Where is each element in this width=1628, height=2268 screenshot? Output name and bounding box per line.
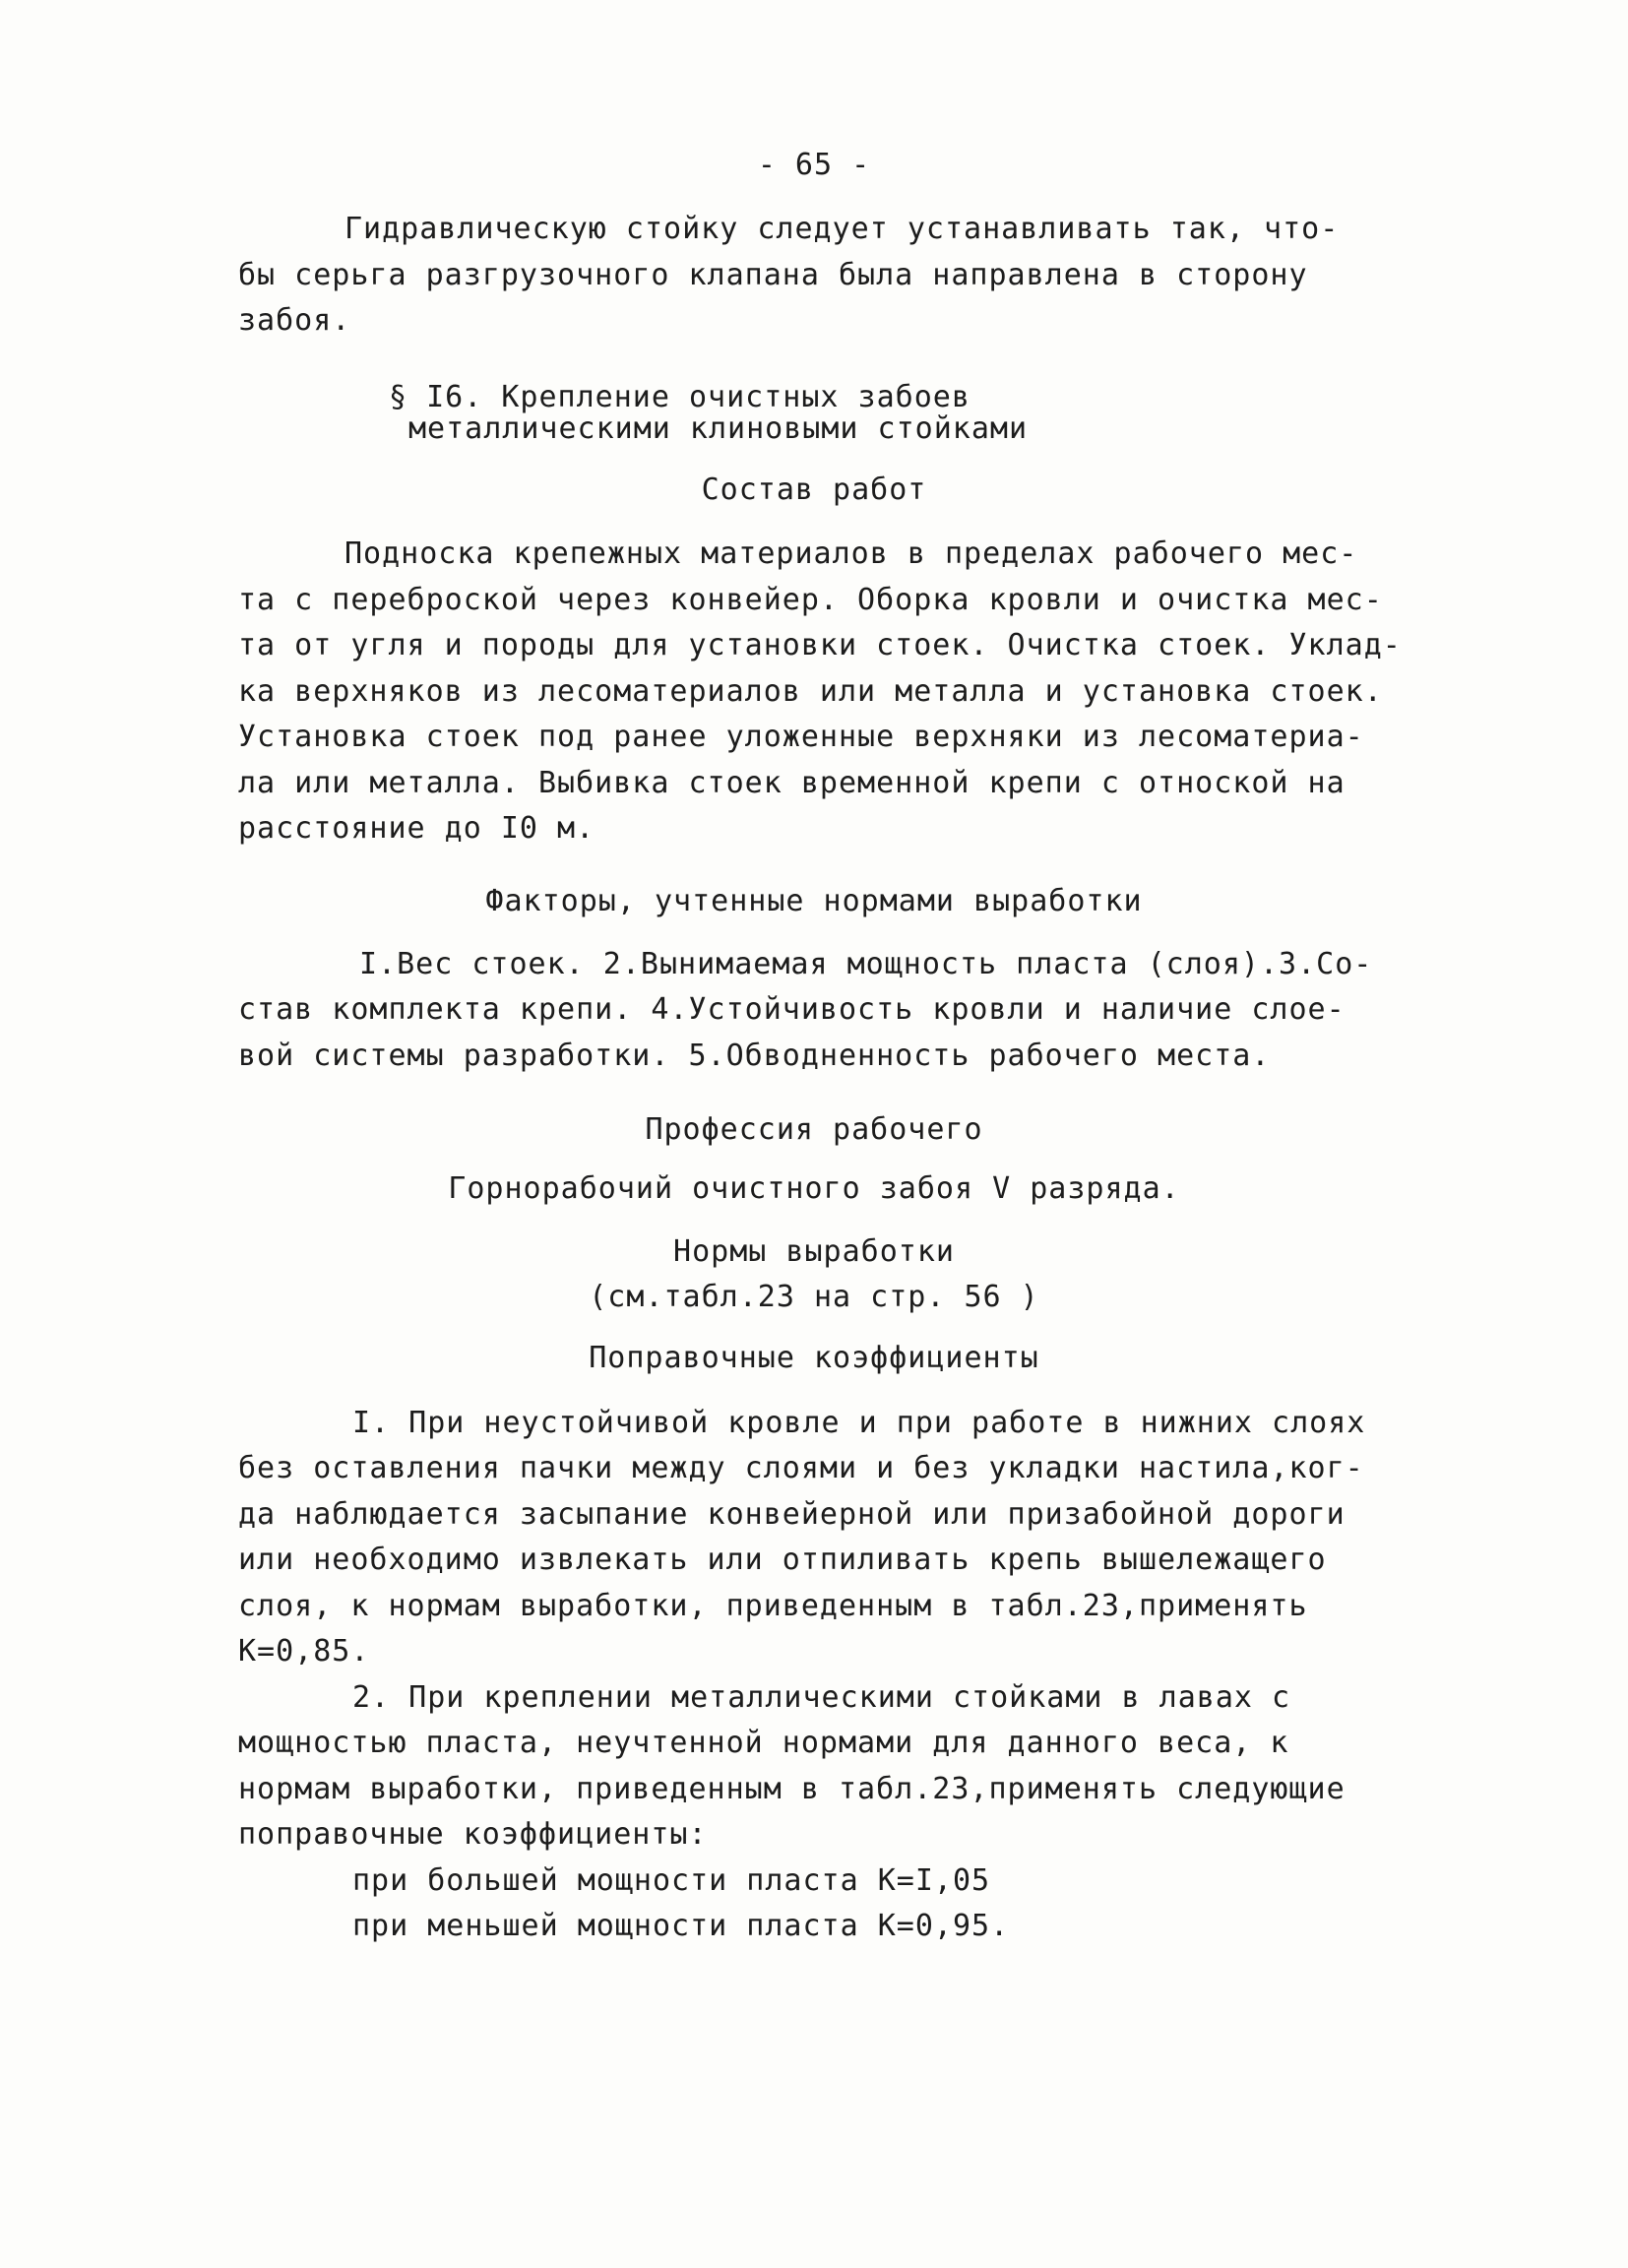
coef2-line-2: мощностью пласта, неучтенной нормами для данного веса, к [238, 1726, 1289, 1760]
section-heading-line-1: § I6. Крепление очистных забоев [389, 380, 971, 414]
section-heading-line-2: металлическими клиновыми стойками [408, 411, 1029, 446]
coef1-line-6: К=0,85. [238, 1634, 370, 1669]
page-number: - 65 - [757, 148, 871, 182]
work-line-4: ка верхняков из лесоматериалов или металла и установка стоек. [238, 674, 1383, 709]
coef2-item-smaller: при меньшей мощности пласта К=0,95. [352, 1909, 1010, 1943]
coef1-line-4: или необходимо извлекать или отпиливать крепь вышележащего [238, 1543, 1327, 1577]
coef1-line-5: слоя, к нормам выработки, приведенным в табл.23,применять [238, 1589, 1308, 1623]
work-heading: Состав работ [701, 472, 927, 507]
coef-heading: Поправочные коэффициенты [589, 1341, 1039, 1375]
norms-ref: (см.табл.23 на стр. 56 ) [589, 1280, 1039, 1314]
factors-line-1: I.Вес стоек. 2.Вынимаемая мощность пласта (слоя).3.Со- [359, 947, 1373, 981]
work-line-3: та от угля и породы для установки стоек. Очистка стоек. Уклад- [238, 628, 1402, 662]
work-line-6: ла или металла. Выбивка стоек временной крепи с отноской на [238, 766, 1346, 800]
norms-heading: Нормы выработки [673, 1234, 955, 1269]
coef1-line-2: без оставления пачки между слоями и без укладки настила,ког- [238, 1451, 1364, 1485]
intro-line-2: бы серьга разгрузочного клапана была направлена в сторону [238, 258, 1308, 292]
intro-line-3: забоя. [238, 303, 351, 338]
intro-line-1: Гидравлическую стойку следует устанавливать так, что- [344, 212, 1340, 246]
work-line-5: Установка стоек под ранее уложенные верхняки из лесоматериа- [238, 720, 1364, 754]
factors-line-2: став комплекта крепи. 4.Устойчивость кровли и наличие слое- [238, 992, 1346, 1027]
coef2-line-1: 2. При креплении металлическими стойками в лавах с [352, 1680, 1291, 1715]
profession-heading: Профессия рабочего [645, 1112, 983, 1147]
work-line-1: Подноска крепежных материалов в пределах рабочего мес- [344, 536, 1358, 571]
coef2-line-3: нормам выработки, приведенным в табл.23,применять следующие [238, 1772, 1346, 1806]
work-line-2: та с переброской через конвейер. Оборка кровли и очистка мес- [238, 583, 1383, 617]
factors-heading: Факторы, учтенные нормами выработки [485, 884, 1143, 918]
coef1-line-1: I. При неустойчивой кровле и при работе в нижних слоях [352, 1406, 1366, 1440]
coef1-line-3: да наблюдается засыпание конвейерной или призабойной дороги [238, 1497, 1346, 1532]
coef2-item-larger: при большей мощности пласта К=I,05 [352, 1863, 991, 1898]
work-line-7: расстояние до I0 м. [238, 811, 595, 846]
factors-line-3: вой системы разработки. 5.Обводненность рабочего места. [238, 1039, 1271, 1073]
profession-text: Горнорабочий очистного забоя V разряда. [448, 1171, 1180, 1206]
coef2-line-4: поправочные коэффициенты: [238, 1817, 708, 1852]
